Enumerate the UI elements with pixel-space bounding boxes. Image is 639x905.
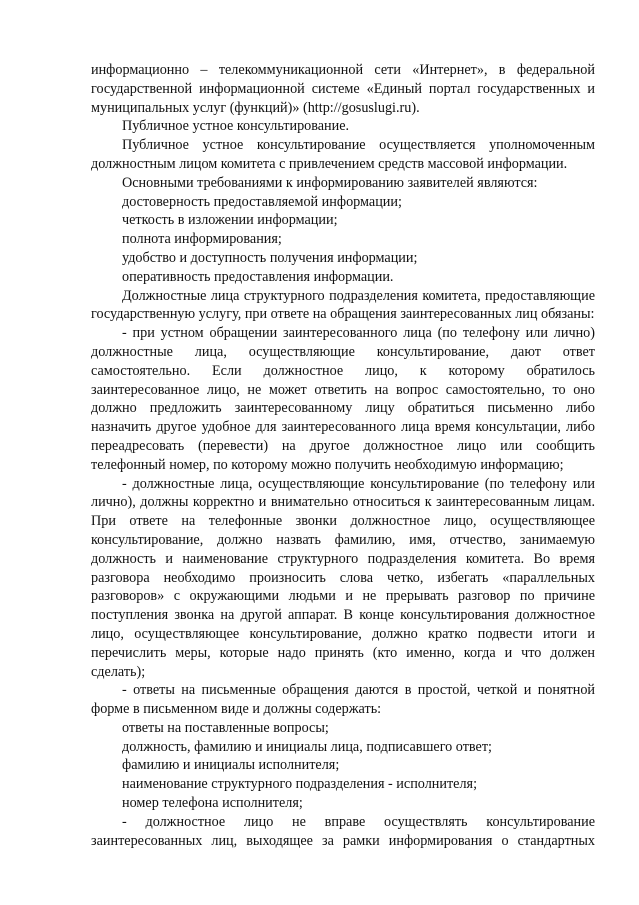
paragraph: ответы на поставленные вопросы;: [122, 719, 329, 736]
paragraph: - при устном обращении заинтересованного лица (по телефону или лично) должностные лица, осуществляющие консультирование, дают ответ самостоятельно. Если должностное лицо, к которому обратилось заинтересованное лицо, не может ответить на вопрос самостоятельно, то оно должно предложить заинтересованному лицу обратиться письменно либо назначить другое удобное для заинтересованного лица время консультации, либо переадресовать (перевести) на другое должностное лицо или сообщить телефонный номер, по которому можно получить необходимую информацию;: [91, 325, 595, 473]
paragraph: удобство и доступность получения информации;: [122, 249, 418, 266]
paragraph: оперативность предоставления информации.: [122, 268, 394, 285]
paragraph: Должностные лица структурного подразделения комитета, предоставляющие государственную услугу, при ответе на обращения заинтересованных лиц обязаны:: [91, 287, 595, 323]
paragraph: информационно – телекоммуникационной сети «Интернет», в федеральной государственной информационной системе «Единый портал государственных и муниципальных услуг (функций)» (http://gosuslugi.ru).: [91, 62, 595, 116]
paragraph: номер телефона исполнителя;: [122, 795, 303, 812]
paragraph: - должностные лица, осуществляющие консультирование (по телефону или лично), должны корректно и внимательно относиться к заинтересованным лицам. При ответе на телефонные звонки должностное лицо, осуществляющее консультирование, должно назвать фамилию, имя, отчество, занимаемую должность и наименование структурного подразделения комитета. Во время разговора необходимо произносить слова четко, избегать «параллельных разговоров» с окружающими людьми и не прерывать разговор по причине поступления звонка на другой аппарат. В конце консультирования должностное лицо, осуществляющее консультирование, должно кратко подвести итоги и перечислить меры, которые надо принять (кто именно, когда и что должен сделать);: [91, 475, 595, 680]
paragraph: полнота информирования;: [122, 231, 282, 248]
paragraph: фамилию и инициалы исполнителя;: [122, 757, 340, 774]
paragraph: наименование структурного подразделения - исполнителя;: [122, 776, 478, 793]
paragraph: - ответы на письменные обращения даются в простой, четкой и понятной форме в письменном виде и должны содержать:: [91, 682, 595, 718]
paragraph: должность, фамилию и инициалы лица, подписавшего ответ;: [122, 738, 492, 755]
paragraph: четкость в изложении информации;: [122, 212, 338, 229]
paragraph: - должностное лицо не вправе осуществлять консультирование заинтересованных лиц, выходящее за рамки информирования о стандартных: [91, 813, 595, 849]
document-page: [91, 61, 595, 850]
paragraph: Публичное устное консультирование осуществляется уполномоченным должностным лицом комитета с привлечением средств массовой информации.: [91, 137, 595, 172]
paragraph: достоверность предоставляемой информации;: [122, 193, 402, 210]
paragraph: Публичное устное консультирование.: [122, 118, 350, 135]
paragraph: Основными требованиями к информированию заявителей являются:: [122, 174, 538, 191]
